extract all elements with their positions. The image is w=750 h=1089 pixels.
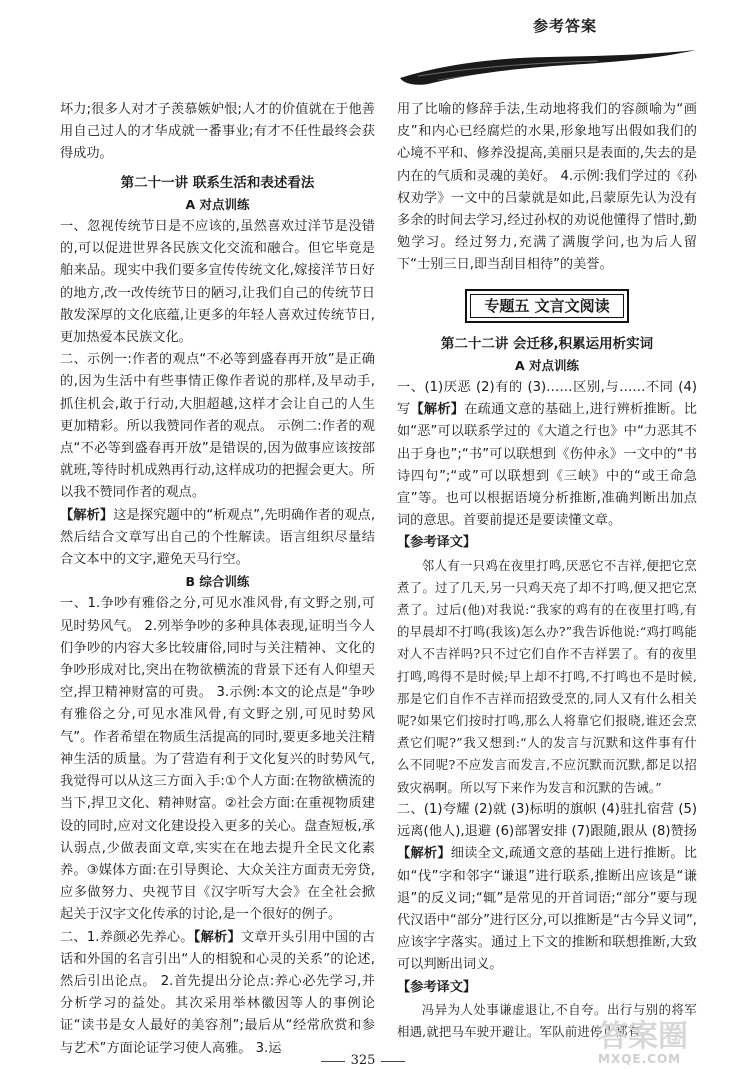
reference-translation-label: 【参考译文】 xyxy=(397,979,477,995)
continued-paragraph: 用了比喻的修辞手法,生动地将我们的容颜喻为“画皮”和内心已经腐烂的水果,形象地写出假如我们的心境不平和、修养没提高,美丽只是表面的,失去的是内在的气质和灵魂的美好。 4.示例:我们学过的《孙权劝学》一文中的吕蒙就是如此,吕蒙原先认为没有多余的时间去学习,经过孙权的劝说他懂得了惜时,勤勉学习。经过努力,充满了满腹学问,也为后人留下“士别三日,即当刮目相待”的美誉。 xyxy=(397,102,697,273)
header-title: 参考答案 xyxy=(533,17,598,35)
page-number: 325 xyxy=(343,1053,383,1068)
analysis-text: 文章开头引用中国的古话和外国的名言引出“人的相貌和心灵的关系”的论述,然后引出论点。 2.首先提出分论点:养心必先学习,并分析学习的益处。其次采用举林徽因等人的事例论证“读书是女人最好的美容剂”;最后从“经常欣赏和参与艺术”方面论证学习使人高雅。 3.运 xyxy=(60,929,375,1056)
section-b-heading: B 综合训练 xyxy=(185,574,250,590)
intro-paragraph: 坏力;很多人对才子羡慕嫉妒恨;人才的价值就在于他善用自己过人的才华成就一番事业;有才不任性最终会获得成功。 xyxy=(60,102,375,162)
topic-5-title: 专题五 文言文阅读 xyxy=(484,296,610,315)
section-a-heading: A 对点训练 xyxy=(185,196,250,212)
watermark-sub: MXQE.COM xyxy=(598,1052,682,1066)
analysis-label: 【解析】 xyxy=(397,846,451,862)
analysis-label: 【解析】 xyxy=(60,507,114,523)
analysis-paragraph xyxy=(60,505,375,572)
section-a-heading: A 对点训练 xyxy=(514,357,580,373)
answer-paragraph xyxy=(397,377,697,532)
analysis-text: 细读全文,疏通文意的基础上进行推断。比如“伐”字和邻字“谦退”进行联系,推断出应该是“谦退”的反义词;“辄”是常见的开首词语;“部分”要与现代汉语中“部分”进行区分,可以推断是“古今异义词”,应该字字落实。通过上下文的推断和联想推断,大致可以判断出词义。 xyxy=(397,846,697,973)
reference-translation-label: 【参考译文】 xyxy=(397,535,477,551)
analysis-label: 【解析】 xyxy=(410,402,465,418)
reference-translation: 冯异为人处事谦虚退让,不自夸。出行与别的将军相遇,就把马车驶开避让。军队前进停止都有 xyxy=(397,1001,697,1039)
lecture-22-title: 第二十二讲 会迁移,积累运用析实词 xyxy=(440,335,654,352)
reference-translation: 邻人有一只鸡在夜里打鸣,厌恶它不吉祥,便把它烹煮了。过了几天,另一只鸡天亮了却不打鸣,便又把它烹煮了。过后(他)对我说:“我家的鸡有的在夜里打鸣,有的早晨却不打鸣(我该)怎么办?”我告诉他说:“鸡打鸣能对人不吉祥吗?只不过它们自作不吉祥罢了。有的夜里打鸣,鸣得不是时候;早上却不打鸣,不打鸣也不是时候,那是它们自作不吉祥而招致受烹的,同人又有什么相关呢?如果它们按时打鸣,那么人将靠它们报晓,谁还会烹煮它们呢?”我又想到:“人的发言与沉默和这件事有什么不同呢?不应发言而发言,不应沉默而沉默,都足以招致灾祸啊。所以写下来作为发言和沉默的告诫。” xyxy=(397,557,697,795)
lecture-21-title: 第二十一讲 联系生活和表述看法 xyxy=(120,174,315,191)
watermark-main: 答案圈 xyxy=(598,1019,688,1054)
right-column xyxy=(397,99,697,1043)
watermark xyxy=(598,1019,728,1082)
topic-5-box xyxy=(465,289,629,323)
left-column xyxy=(60,99,375,1060)
analysis-label: 【解析】 xyxy=(193,929,241,945)
answer-paragraph xyxy=(60,927,375,1060)
answer-paragraph: 二、示例一:作者的观点“不必等到盛春再开放”是正确的,因为生活中有些事情正像作者说的那样,及早动手,抓住机会,敢于行动,大胆超越,这样才会让自己的人生更加精彩。所以我赞同作者的观点。 示例二:作者的观点“不必等到盛春再开放”是错误的,因为做事应该按部就班,等待时机成熟再行动,这样成功的把握会更大。所以我不赞同作者的观点。 xyxy=(60,352,375,501)
analysis-text: 这是探究题中的“析观点”,先明确作者的观点,然后结合文章写出自己的个性解读。语言组织尽量结合文本中的文字,避免天马行空。 xyxy=(60,507,376,568)
brush-stroke-icon xyxy=(398,48,698,86)
answer-paragraph: 一、1.争吵有雅俗之分,可见水准风骨,有文野之别,可见时势风气。 2.列举争吵的多种具体表现,证明当今人们争吵的内容大多比较庸俗,同时与关注精神、文化的争吵形成对比,突出在物欲横流的背景下还有人仰望天空,捍卫精神财富的可贵。 3.示例:本文的论点是“争吵有雅俗之分,可见水准风骨,有文野之别,可见时势风气”。作者希望在物质生活提高的同时,要更多地关注精神生活的质量。为了营造有利于文化复兴的时势风气,我觉得可以从这三方面入手:①个人方面:在物欲横流的当下,捍卫文化、精神财富。②社会方面:在重视物质建设的同时,应对文化建设投入更多的关心。盘查短板,承认弱点,少做表面文章,实实在在地去提升全民文化素养。③媒体方面:在引导舆论、大众关注方面责无旁贷,应多做努力、央视节目《汉字听写大会》在全社会掀起关于汉字文化传承的讨论,是一个很好的例子。 xyxy=(60,596,375,923)
answer-text: 二、1.养颜必先养心。 xyxy=(60,929,194,945)
analysis-text: 在疏通文意的基础上,进行辨析推断。比如“恶”可以联系学过的《大道之行也》中“力恶其不出于身也”;“书”可以联想到《伤仲永》一文中的“书诗四句”;“或”可以联想到《三峡》中的“或王命急宣”等。也可以根据语境分析推断,准确判断出加点词的意思。首要前提还是要读懂文章。 xyxy=(397,402,697,529)
answer-paragraph xyxy=(397,799,697,977)
answer-paragraph: 一、忽视传统节日是不应该的,虽然喜欢过洋节是没错的,可以促进世界各民族文化交流和融合。但它毕竟是舶来品。现实中我们要多宣传传统文化,嫁接洋节日好的地方,改一改传统节日的陋习,让我们自己的传统节日散发深厚的文化底蕴,让更多的年轻人喜欢过传统节日,更加热爱本民族文化。 xyxy=(60,219,375,346)
answer-text: 二、(1)夸耀 (2)就 (3)标明的旗帜 (4)驻扎宿营 (5)远离(他人),退避 (6)部署安排 (7)跟随,跟从 (8)赞扬 xyxy=(397,801,697,840)
answer-text: 一、(1)厌恶 (2)有的 (3)……区别,与……不同 (4)写 xyxy=(397,380,697,418)
